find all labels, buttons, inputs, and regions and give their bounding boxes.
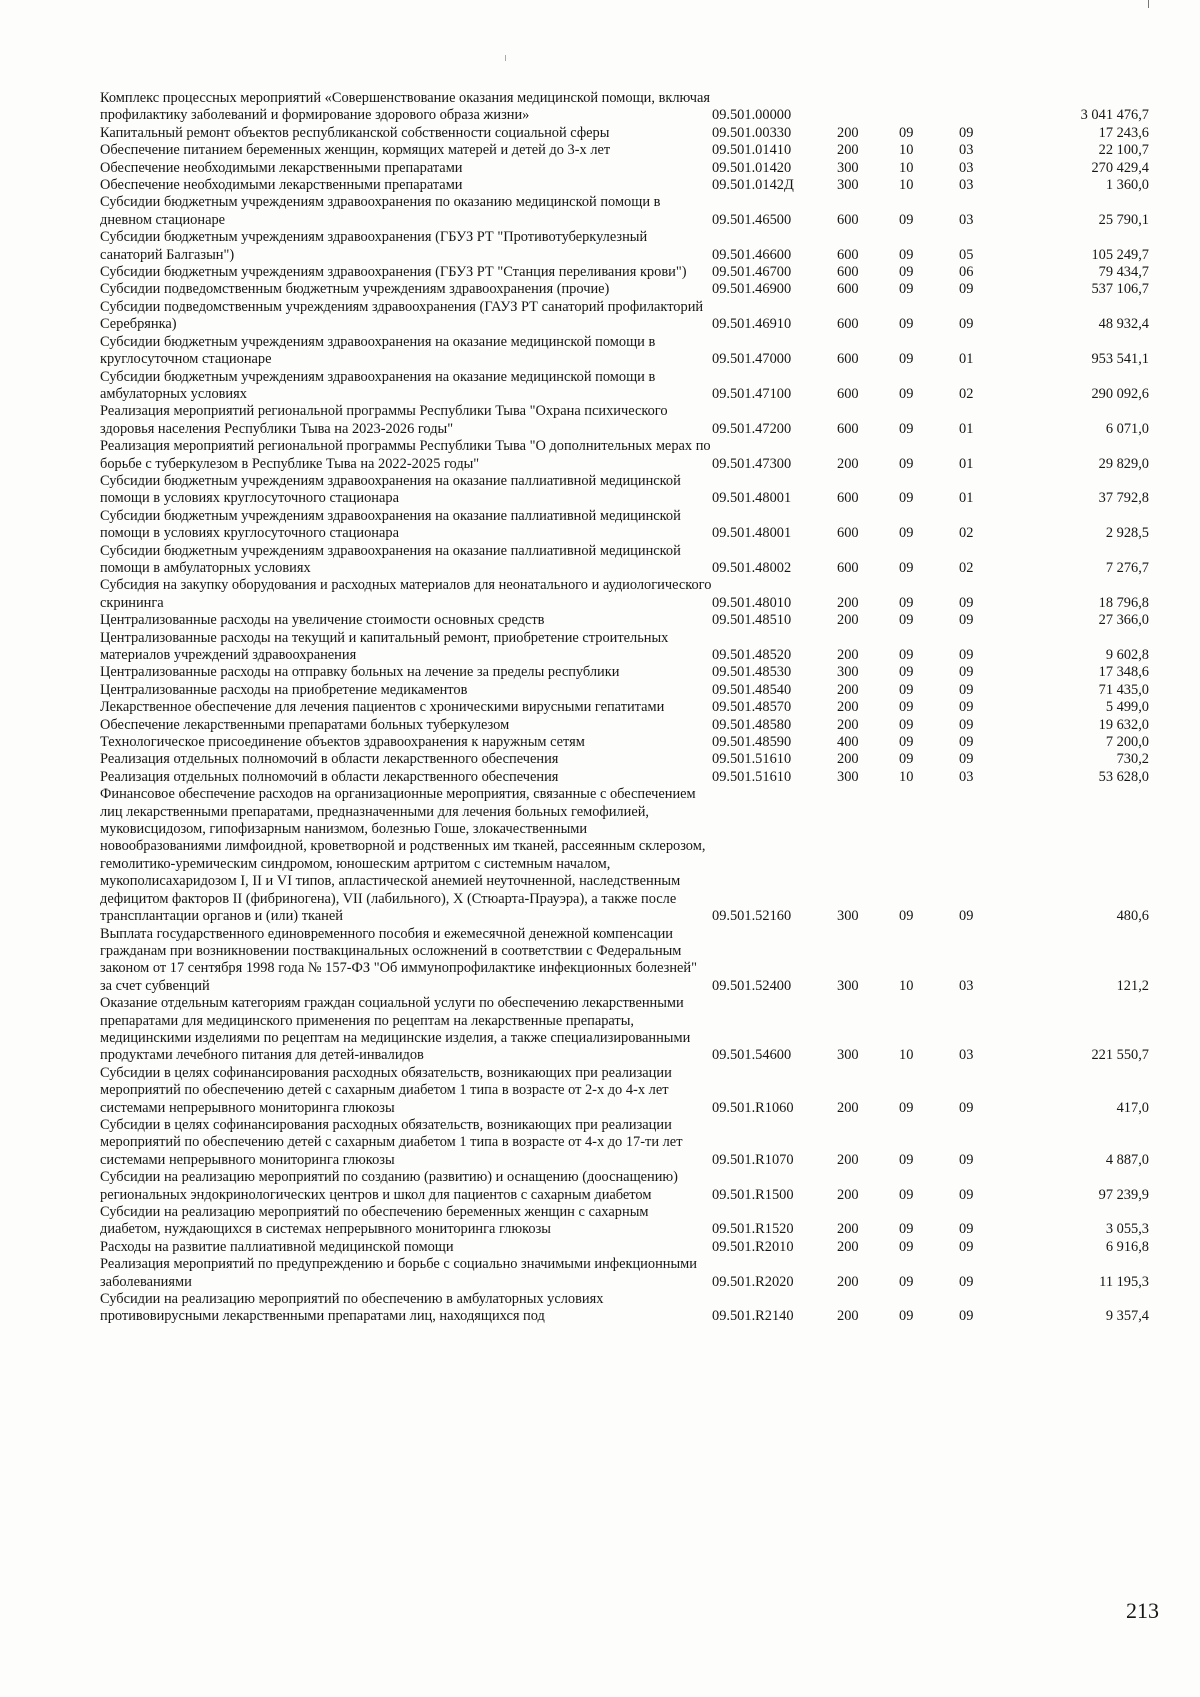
row-amount: 7 276,7	[1105, 559, 1149, 576]
table-row	[100, 438, 1149, 473]
row-section: 09	[899, 1099, 914, 1116]
row-code: 09.501.47200	[712, 420, 792, 437]
row-code: 09.501.48580	[712, 716, 792, 733]
row-name: Реализация мероприятий региональной программы Республики Тыва "Охрана психического здоровья населения Республики Тыва на 2023-2026 годы"	[100, 403, 668, 437]
row-section: 09	[899, 211, 914, 228]
budget-table	[100, 90, 1149, 1326]
row-section: 09	[899, 681, 914, 698]
row-name: Субсидии бюджетным учреждениям здравоохранения (ГБУЗ РТ "Противотуберкулезный санаторий Балгазын")	[100, 229, 648, 263]
row-section: 09	[899, 124, 914, 141]
row-expense-type: 600	[837, 351, 859, 368]
table-row	[100, 264, 1149, 281]
row-code: 09.501.52160	[712, 908, 792, 925]
row-expense-type: 600	[837, 559, 859, 576]
row-section: 09	[899, 647, 914, 663]
row-expense-type: 600	[837, 525, 859, 542]
row-code: 09.501.46900	[712, 281, 792, 298]
row-amount: 221 550,7	[1091, 1047, 1149, 1064]
row-subsection: 09	[959, 1273, 974, 1290]
row-name: Реализация мероприятий по предупреждению и борьбе с социально значимыми инфекционными заболеваниями	[100, 1256, 697, 1290]
row-name: Комплекс процессных мероприятий «Совершенствование оказания медицинской помощи, включая профилактику заболеваний и формирование здорового образа жизни»	[100, 90, 710, 124]
row-code: 09.501.48570	[712, 699, 792, 716]
row-code: 09.501.48540	[712, 681, 792, 698]
row-name: Капитальный ремонт объектов республиканской собственности социальной сферы	[100, 124, 610, 141]
row-expense-type: 200	[837, 699, 859, 716]
row-section: 09	[899, 559, 914, 576]
row-section: 10	[899, 977, 914, 994]
row-code: 09.501.01420	[712, 159, 792, 176]
row-subsection: 09	[959, 664, 974, 681]
row-subsection: 02	[959, 385, 974, 402]
row-name: Субсидии бюджетным учреждениям здравоохранения на оказание медицинской помощи в круглосуточном стационаре	[100, 333, 656, 368]
row-section: 10	[899, 142, 914, 159]
row-amount: 19 632,0	[1098, 716, 1149, 733]
row-name: Оказание отдельным категориям граждан социальной услуги по обеспечению лекарственными препаратами для медицинского применения по рецептам на лекарственные препараты, медицинскими изделиями по рецептам на медицинские изделия, а также специализированными продуктами лечебного питания для детей-инвалидов	[100, 995, 691, 1064]
row-expense-type: 200	[837, 1099, 859, 1116]
table-row	[100, 630, 1149, 665]
row-amount: 97 239,9	[1098, 1186, 1149, 1203]
row-expense-type: 600	[837, 385, 859, 402]
table-row	[100, 612, 1149, 629]
row-expense-type: 200	[837, 1238, 859, 1255]
row-subsection: 09	[959, 1151, 974, 1168]
row-amount: 4 887,0	[1105, 1151, 1149, 1168]
row-section: 09	[899, 1186, 914, 1203]
row-subsection: 09	[959, 1186, 974, 1203]
table-row	[100, 229, 1149, 264]
row-section: 09	[899, 716, 914, 733]
row-expense-type: 300	[837, 159, 859, 176]
row-subsection: 09	[959, 751, 974, 768]
row-name: Обеспечение питанием беременных женщин, кормящих матерей и детей до 3-х лет	[100, 142, 611, 159]
table-row	[100, 1204, 1149, 1239]
row-name: Централизованные расходы на увеличение стоимости основных средств	[100, 612, 545, 629]
row-subsection: 02	[959, 525, 974, 542]
row-name: Субсидии подведомственным учреждениям здравоохранения (ГАУЗ РТ санаторий профилакторий Серебрянка)	[100, 298, 704, 333]
table-row	[100, 926, 1149, 996]
row-section: 09	[899, 699, 914, 716]
row-section: 09	[899, 525, 914, 542]
row-section: 09	[899, 385, 914, 402]
row-code: 09.501.R1500	[712, 1186, 794, 1203]
row-amount: 25 790,1	[1098, 211, 1149, 228]
row-section: 09	[899, 246, 914, 263]
row-subsection: 09	[959, 594, 974, 611]
row-code: 09.501.R1070	[712, 1151, 794, 1168]
row-amount: 9 357,4	[1105, 1308, 1149, 1325]
row-name: Субсидии в целях софинансирования расходных обязательств, возникающих при реализации мероприятий по обеспечению детей с сахарным диабетом 1 типа в возрасте от 4-х до 17-ти лет системами непрерывного мониторинга глюкозы	[100, 1116, 683, 1168]
row-code: 09.501.R2010	[712, 1238, 794, 1255]
row-code: 09.501.48510	[712, 612, 792, 629]
row-expense-type: 200	[837, 751, 859, 768]
row-name: Субсидия на закупку оборудования и расходных материалов для неонатального и аудиологического скрининга	[100, 577, 712, 611]
row-code: 09.501.R1060	[712, 1099, 794, 1116]
row-amount: 53 628,0	[1098, 768, 1149, 785]
row-amount: 17 243,6	[1098, 124, 1149, 141]
row-amount: 37 792,8	[1098, 490, 1149, 507]
row-code: 09.501.00330	[712, 124, 792, 141]
table-row	[100, 194, 1149, 229]
row-name: Расходы на развитие паллиативной медицинской помощи	[100, 1238, 454, 1255]
table-row	[100, 1239, 1149, 1256]
row-code: 09.501.48001	[712, 525, 792, 542]
table-row	[100, 142, 1149, 159]
table-row	[100, 281, 1149, 298]
row-name: Лекарственное обеспечение для лечения пациентов с хроническими вирусными гепатитами	[100, 699, 665, 716]
table-row	[100, 508, 1149, 543]
row-subsection: 03	[959, 768, 974, 785]
row-name: Реализация отдельных полномочий в области лекарственного обеспечения	[100, 751, 559, 768]
row-expense-type: 200	[837, 1308, 859, 1325]
row-section: 09	[899, 351, 914, 368]
row-amount: 7 200,0	[1105, 734, 1149, 751]
row-subsection: 09	[959, 647, 974, 663]
row-code: 09.501.01410	[712, 142, 792, 159]
table-row	[100, 786, 1149, 925]
row-amount: 27 366,0	[1098, 612, 1149, 629]
row-expense-type: 200	[837, 647, 859, 663]
row-subsection: 09	[959, 1238, 974, 1255]
row-name: Субсидии подведомственным бюджетным учреждениям здравоохранения (прочие)	[100, 281, 610, 298]
row-expense-type: 600	[837, 316, 859, 333]
table-row	[100, 751, 1149, 768]
row-amount: 1 360,0	[1105, 177, 1149, 194]
row-expense-type: 600	[837, 281, 859, 298]
row-expense-type	[837, 90, 899, 125]
row-code: 09.501.52400	[712, 977, 792, 994]
row-subsection: 09	[959, 316, 974, 333]
row-amount: 270 429,4	[1091, 159, 1149, 176]
row-name: Централизованные расходы на отправку больных на лечение за пределы республики	[100, 664, 620, 681]
row-code: 09.501.51610	[712, 751, 792, 768]
row-amount: 480,6	[1116, 908, 1149, 925]
row-subsection: 09	[959, 716, 974, 733]
row-amount: 6 071,0	[1105, 420, 1149, 437]
budget-table-body	[100, 90, 1149, 1326]
table-row	[100, 1256, 1149, 1291]
row-expense-type: 200	[837, 1151, 859, 1168]
row-name: Обеспечение необходимыми лекарственными препаратами	[100, 177, 463, 194]
row-code: 09.501.00000	[712, 107, 792, 124]
row-expense-type: 200	[837, 455, 859, 472]
row-section: 09	[899, 420, 914, 437]
row-name: Обеспечение необходимыми лекарственными препаратами	[100, 159, 463, 176]
row-section: 09	[899, 1238, 914, 1255]
table-row	[100, 577, 1149, 612]
row-expense-type: 600	[837, 420, 859, 437]
row-section: 09	[899, 455, 914, 472]
row-expense-type: 300	[837, 908, 859, 925]
row-subsection: 03	[959, 1047, 974, 1064]
row-subsection: 01	[959, 351, 974, 368]
row-expense-type: 300	[837, 177, 859, 194]
row-amount: 417,0	[1116, 1099, 1149, 1116]
table-row	[100, 473, 1149, 508]
row-subsection: 09	[959, 681, 974, 698]
row-expense-type: 300	[837, 1047, 859, 1064]
row-subsection: 09	[959, 124, 974, 141]
row-amount: 290 092,6	[1091, 385, 1149, 402]
row-expense-type: 600	[837, 211, 859, 228]
row-amount: 105 249,7	[1091, 246, 1149, 263]
row-subsection: 01	[959, 420, 974, 437]
row-expense-type: 200	[837, 1221, 859, 1238]
row-name: Субсидии на реализацию мероприятий по обеспечению беременных женщин с сахарным диабетом, нуждающихся в системах непрерывного мониторинга глюкозы	[100, 1204, 649, 1238]
table-row	[100, 90, 1149, 125]
row-code: 09.501.48010	[712, 594, 792, 611]
table-row	[100, 1169, 1149, 1204]
row-name: Субсидии бюджетным учреждениям здравоохранения на оказание паллиативной медицинской помощи в условиях круглосуточного стационара	[100, 507, 681, 542]
row-amount: 11 195,3	[1099, 1273, 1149, 1290]
row-code: 09.501.R2140	[712, 1308, 794, 1325]
row-expense-type: 200	[837, 1273, 859, 1290]
table-row	[100, 717, 1149, 734]
row-amount: 79 434,7	[1098, 264, 1149, 281]
row-expense-type: 200	[837, 681, 859, 698]
row-subsection: 05	[959, 246, 974, 263]
row-amount: 48 932,4	[1098, 316, 1149, 333]
row-name: Централизованные расходы на приобретение медикаментов	[100, 681, 468, 698]
row-expense-type: 300	[837, 768, 859, 785]
row-name: Субсидии на реализацию мероприятий по созданию (развитию) и оснащению (дооснащению) региональных эндокринологических центров и школ для пациентов с сахарным диабетом	[100, 1169, 678, 1203]
row-section: 09	[899, 281, 914, 298]
table-row	[100, 543, 1149, 578]
row-subsection: 01	[959, 490, 974, 507]
row-code: 09.501.46600	[712, 246, 792, 263]
row-amount: 6 916,8	[1105, 1238, 1149, 1255]
row-subsection: 09	[959, 908, 974, 925]
row-code: 09.501.47000	[712, 351, 792, 368]
table-row	[100, 299, 1149, 334]
row-amount: 18 796,8	[1098, 594, 1149, 611]
table-row	[100, 403, 1149, 438]
row-code: 09.501.R2020	[712, 1273, 794, 1290]
row-code: 09.501.0142Д	[712, 177, 794, 194]
row-subsection: 09	[959, 699, 974, 716]
row-amount: 3 041 476,7	[1080, 107, 1149, 124]
row-expense-type: 200	[837, 594, 859, 611]
row-section: 09	[899, 594, 914, 611]
table-row	[100, 664, 1149, 681]
row-name: Централизованные расходы на текущий и капитальный ремонт, приобретение строительных материалов учреждений здравоохранения	[100, 629, 669, 663]
row-subsection: 09	[959, 1099, 974, 1116]
row-amount: 5 499,0	[1105, 699, 1149, 716]
row-expense-type: 200	[837, 1186, 859, 1203]
table-row	[100, 177, 1149, 194]
row-subsection: 09	[959, 281, 974, 298]
row-expense-type: 200	[837, 612, 859, 629]
row-section: 09	[899, 490, 914, 507]
row-section: 09	[899, 734, 914, 751]
row-amount: 3 055,3	[1105, 1221, 1149, 1238]
row-amount: 17 348,6	[1098, 664, 1149, 681]
row-expense-type: 300	[837, 977, 859, 994]
row-amount: 2 928,5	[1105, 525, 1149, 542]
row-section: 10	[899, 177, 914, 194]
row-expense-type: 600	[837, 246, 859, 263]
row-expense-type: 200	[837, 142, 859, 159]
row-section: 09	[899, 908, 914, 925]
table-row	[100, 334, 1149, 369]
row-code: 09.501.54600	[712, 1047, 792, 1064]
row-name: Субсидии в целях софинансирования расходных обязательств, возникающих при реализации мероприятий по обеспечению детей с сахарным диабетом 1 типа в возрасте от 2-х до 4-х лет системами непрерывного мониторинга глюкозы	[100, 1064, 672, 1116]
row-subsection: 09	[959, 1308, 974, 1325]
row-amount: 953 541,1	[1091, 351, 1149, 368]
row-section: 09	[899, 1273, 914, 1290]
row-subsection	[959, 90, 1029, 125]
row-subsection: 06	[959, 264, 974, 281]
row-name: Реализация мероприятий региональной программы Республики Тыва "О дополнительных мерах по борьбе с туберкулезом в Республике Тыва на 2022-2025 годы"	[100, 438, 711, 472]
row-subsection: 03	[959, 142, 974, 159]
row-name: Выплата государственного единовременного пособия и ежемесячной денежной компенсации гражданам при возникновении поствакцинальных осложнений в соответствии с Федеральным законом от 17 сентября 1998 года № 157-ФЗ "Об иммунопрофилактике инфекционных болезней" за счет субвенций	[100, 925, 698, 994]
row-section: 10	[899, 768, 914, 785]
row-name: Субсидии бюджетным учреждениям здравоохранения по оказанию медицинской помощи в дневном стационаре	[100, 194, 661, 228]
row-code: 09.501.48530	[712, 664, 792, 681]
row-subsection: 09	[959, 734, 974, 751]
row-name: Субсидии бюджетным учреждениям здравоохранения на оказание медицинской помощи в амбулаторных условиях	[100, 368, 656, 402]
row-amount: 9 602,8	[1105, 647, 1149, 663]
table-row	[100, 682, 1149, 699]
row-name: Субсидии бюджетным учреждениям здравоохранения (ГБУЗ РТ "Станция переливания крови")	[100, 264, 687, 281]
row-code: 09.501.48590	[712, 734, 792, 751]
row-code: 09.501.R1520	[712, 1221, 794, 1238]
row-code: 09.501.47300	[712, 455, 792, 472]
row-section: 10	[899, 159, 914, 176]
row-name: Субсидии на реализацию мероприятий по обеспечению в амбулаторных условиях противовирусными лекарственными препаратами лиц, находящихся под	[100, 1291, 604, 1325]
row-code: 09.501.48520	[712, 647, 792, 663]
table-row	[100, 369, 1149, 404]
row-name: Субсидии бюджетным учреждениям здравоохранения на оказание паллиативной медицинской помощи в амбулаторных условиях	[100, 542, 681, 576]
table-row	[100, 160, 1149, 177]
row-section: 10	[899, 1047, 914, 1064]
row-subsection: 03	[959, 159, 974, 176]
row-expense-type: 200	[837, 716, 859, 733]
row-section: 09	[899, 1308, 914, 1325]
row-expense-type: 200	[837, 124, 859, 141]
row-subsection: 03	[959, 211, 974, 228]
row-amount: 22 100,7	[1098, 142, 1149, 159]
row-section: 09	[899, 264, 914, 281]
row-code: 09.501.47100	[712, 385, 792, 402]
row-name: Реализация отдельных полномочий в области лекарственного обеспечения	[100, 768, 559, 785]
row-section: 09	[899, 1151, 914, 1168]
row-code: 09.501.48001	[712, 490, 792, 507]
row-expense-type: 600	[837, 264, 859, 281]
table-row	[100, 769, 1149, 786]
table-row	[100, 1117, 1149, 1169]
row-amount: 730,2	[1116, 751, 1149, 768]
row-code: 09.501.46910	[712, 316, 792, 333]
row-amount: 537 106,7	[1091, 281, 1149, 298]
row-name: Субсидии бюджетным учреждениям здравоохранения на оказание паллиативной медицинской помощи в условиях круглосуточного стационара	[100, 472, 681, 507]
row-expense-type: 300	[837, 664, 859, 681]
row-subsection: 09	[959, 1221, 974, 1238]
row-code: 09.501.48002	[712, 559, 792, 576]
row-section: 09	[899, 751, 914, 768]
row-section: 09	[899, 664, 914, 681]
scan-mark	[505, 55, 506, 61]
row-section: 09	[899, 1221, 914, 1238]
row-subsection: 02	[959, 559, 974, 576]
row-section: 09	[899, 316, 914, 333]
row-subsection: 09	[959, 612, 974, 629]
row-subsection: 01	[959, 455, 974, 472]
row-subsection: 03	[959, 977, 974, 994]
row-code: 09.501.46500	[712, 211, 792, 228]
row-name: Обеспечение лекарственными препаратами больных туберкулезом	[100, 716, 510, 733]
table-row	[100, 699, 1149, 716]
row-code: 09.501.51610	[712, 768, 792, 785]
row-section: 09	[899, 612, 914, 629]
table-row	[100, 1065, 1149, 1117]
row-subsection: 03	[959, 177, 974, 194]
table-row	[100, 734, 1149, 751]
table-row	[100, 1291, 1149, 1326]
row-amount: 71 435,0	[1098, 681, 1149, 698]
table-row	[100, 125, 1149, 142]
row-name: Финансовое обеспечение расходов на организационные мероприятия, связанные с обеспечением лиц лекарственными препаратами, предназначенными для лечения больных гемофилией, муковисцидозом, гипофизарным нанизмом, болезнью Гоше, злокачественными новообразованиями лимфоидной, кроветворной и родственных им тканей, рассеянным склерозом, гемолитико-уремическим синдромом, юношеским артритом с системным началом, мукополисахаридозом I, II и VI типов, апластической анемией неуточненной, наследственным дефицитом факторов II (фибриногена), VII (лабильного), X (Стюарта-Прауэра), а также после трансплантации органов и (или) тканей	[100, 786, 706, 925]
row-amount: 29 829,0	[1098, 455, 1149, 472]
row-expense-type: 400	[837, 734, 859, 751]
row-section	[899, 90, 959, 125]
row-code: 09.501.46700	[712, 264, 792, 281]
row-name: Технологическое присоединение объектов здравоохранения к наружным сетям	[100, 734, 585, 751]
row-expense-type: 600	[837, 490, 859, 507]
scan-mark	[1148, 0, 1149, 8]
page-number: 213	[1126, 1598, 1159, 1623]
table-row	[100, 995, 1149, 1065]
row-amount: 121,2	[1116, 977, 1149, 994]
